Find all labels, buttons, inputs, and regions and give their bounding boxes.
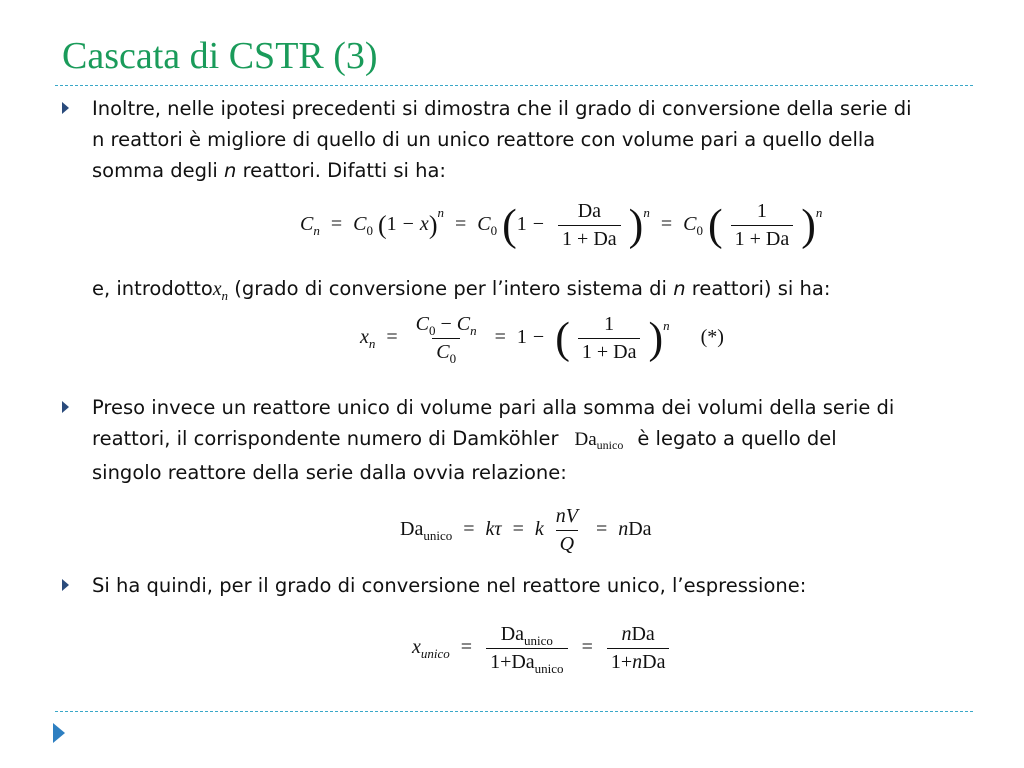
equation-xn: $x_n$ = $\frac{C_0 - C_n}{C_0}$ = 1 − ( $\frac{1}{1 + Da}$ )$^n$ (*) [360,313,724,366]
equation-x-unico: $x_{unico}$ = $\frac{Da_{unico}}{1+Da_{unico}}$ = $\frac{\text{nDa}}{\text{1+nDa}}$ [412,623,672,674]
bullet-2-line-1: Preso invece un reattore unico di volume pari alla somma dei volumi della serie di [92,396,895,419]
bullet-arrow-icon [62,579,69,591]
footer-divider [55,711,973,712]
equation-label: (*) [700,326,724,349]
bullet-arrow-icon [62,102,69,114]
title-divider [55,85,973,86]
equation-da-unico: $Da_{unico} = k\tau = k$ $\frac{nV}{Q}$ = nDa [400,505,652,555]
bullet-1-line-1: Inoltre, nelle ipotesi precedenti si dimostra che il grado di conversione della serie di [92,97,912,120]
next-slide-arrow-icon[interactable] [53,723,65,743]
page-title: Cascata di CSTR (3) [62,35,378,77]
bullet-arrow-icon [62,401,69,413]
bullet-2-text [92,392,972,488]
intro-xn-line: e, introdottox$_n$ (grado di conversione per l’intero sistema di n reattori) si ha: [92,277,831,303]
bullet-1-line-3: somma degli n reattori. Difatti si ha: [92,159,446,182]
bullet-1-text [92,93,972,186]
bullet-2-line-2: reattori, il corrispondente numero di Damköhler $Da_{unico}$ è legato a quello del [92,427,837,452]
bullet-1-line-2: n reattori è migliore di quello di un unico reattore con volume pari a quello della [92,128,876,151]
bullet-3-line-1: Si ha quindi, per il grado di conversione nel reattore unico, l’espressione: [92,574,807,597]
bullet-3-text [92,570,972,601]
bullet-2-line-3: singolo reattore della serie dalla ovvia relazione: [92,461,567,484]
equation-cn: $C_n = C_0$ $(1 - x)^n = C_0$ (1 − $\frac{Da}{1 + Da}$ )$^n = C_0$ ( $\frac{1}{1 + Da}$ )$^n$ [300,200,823,250]
